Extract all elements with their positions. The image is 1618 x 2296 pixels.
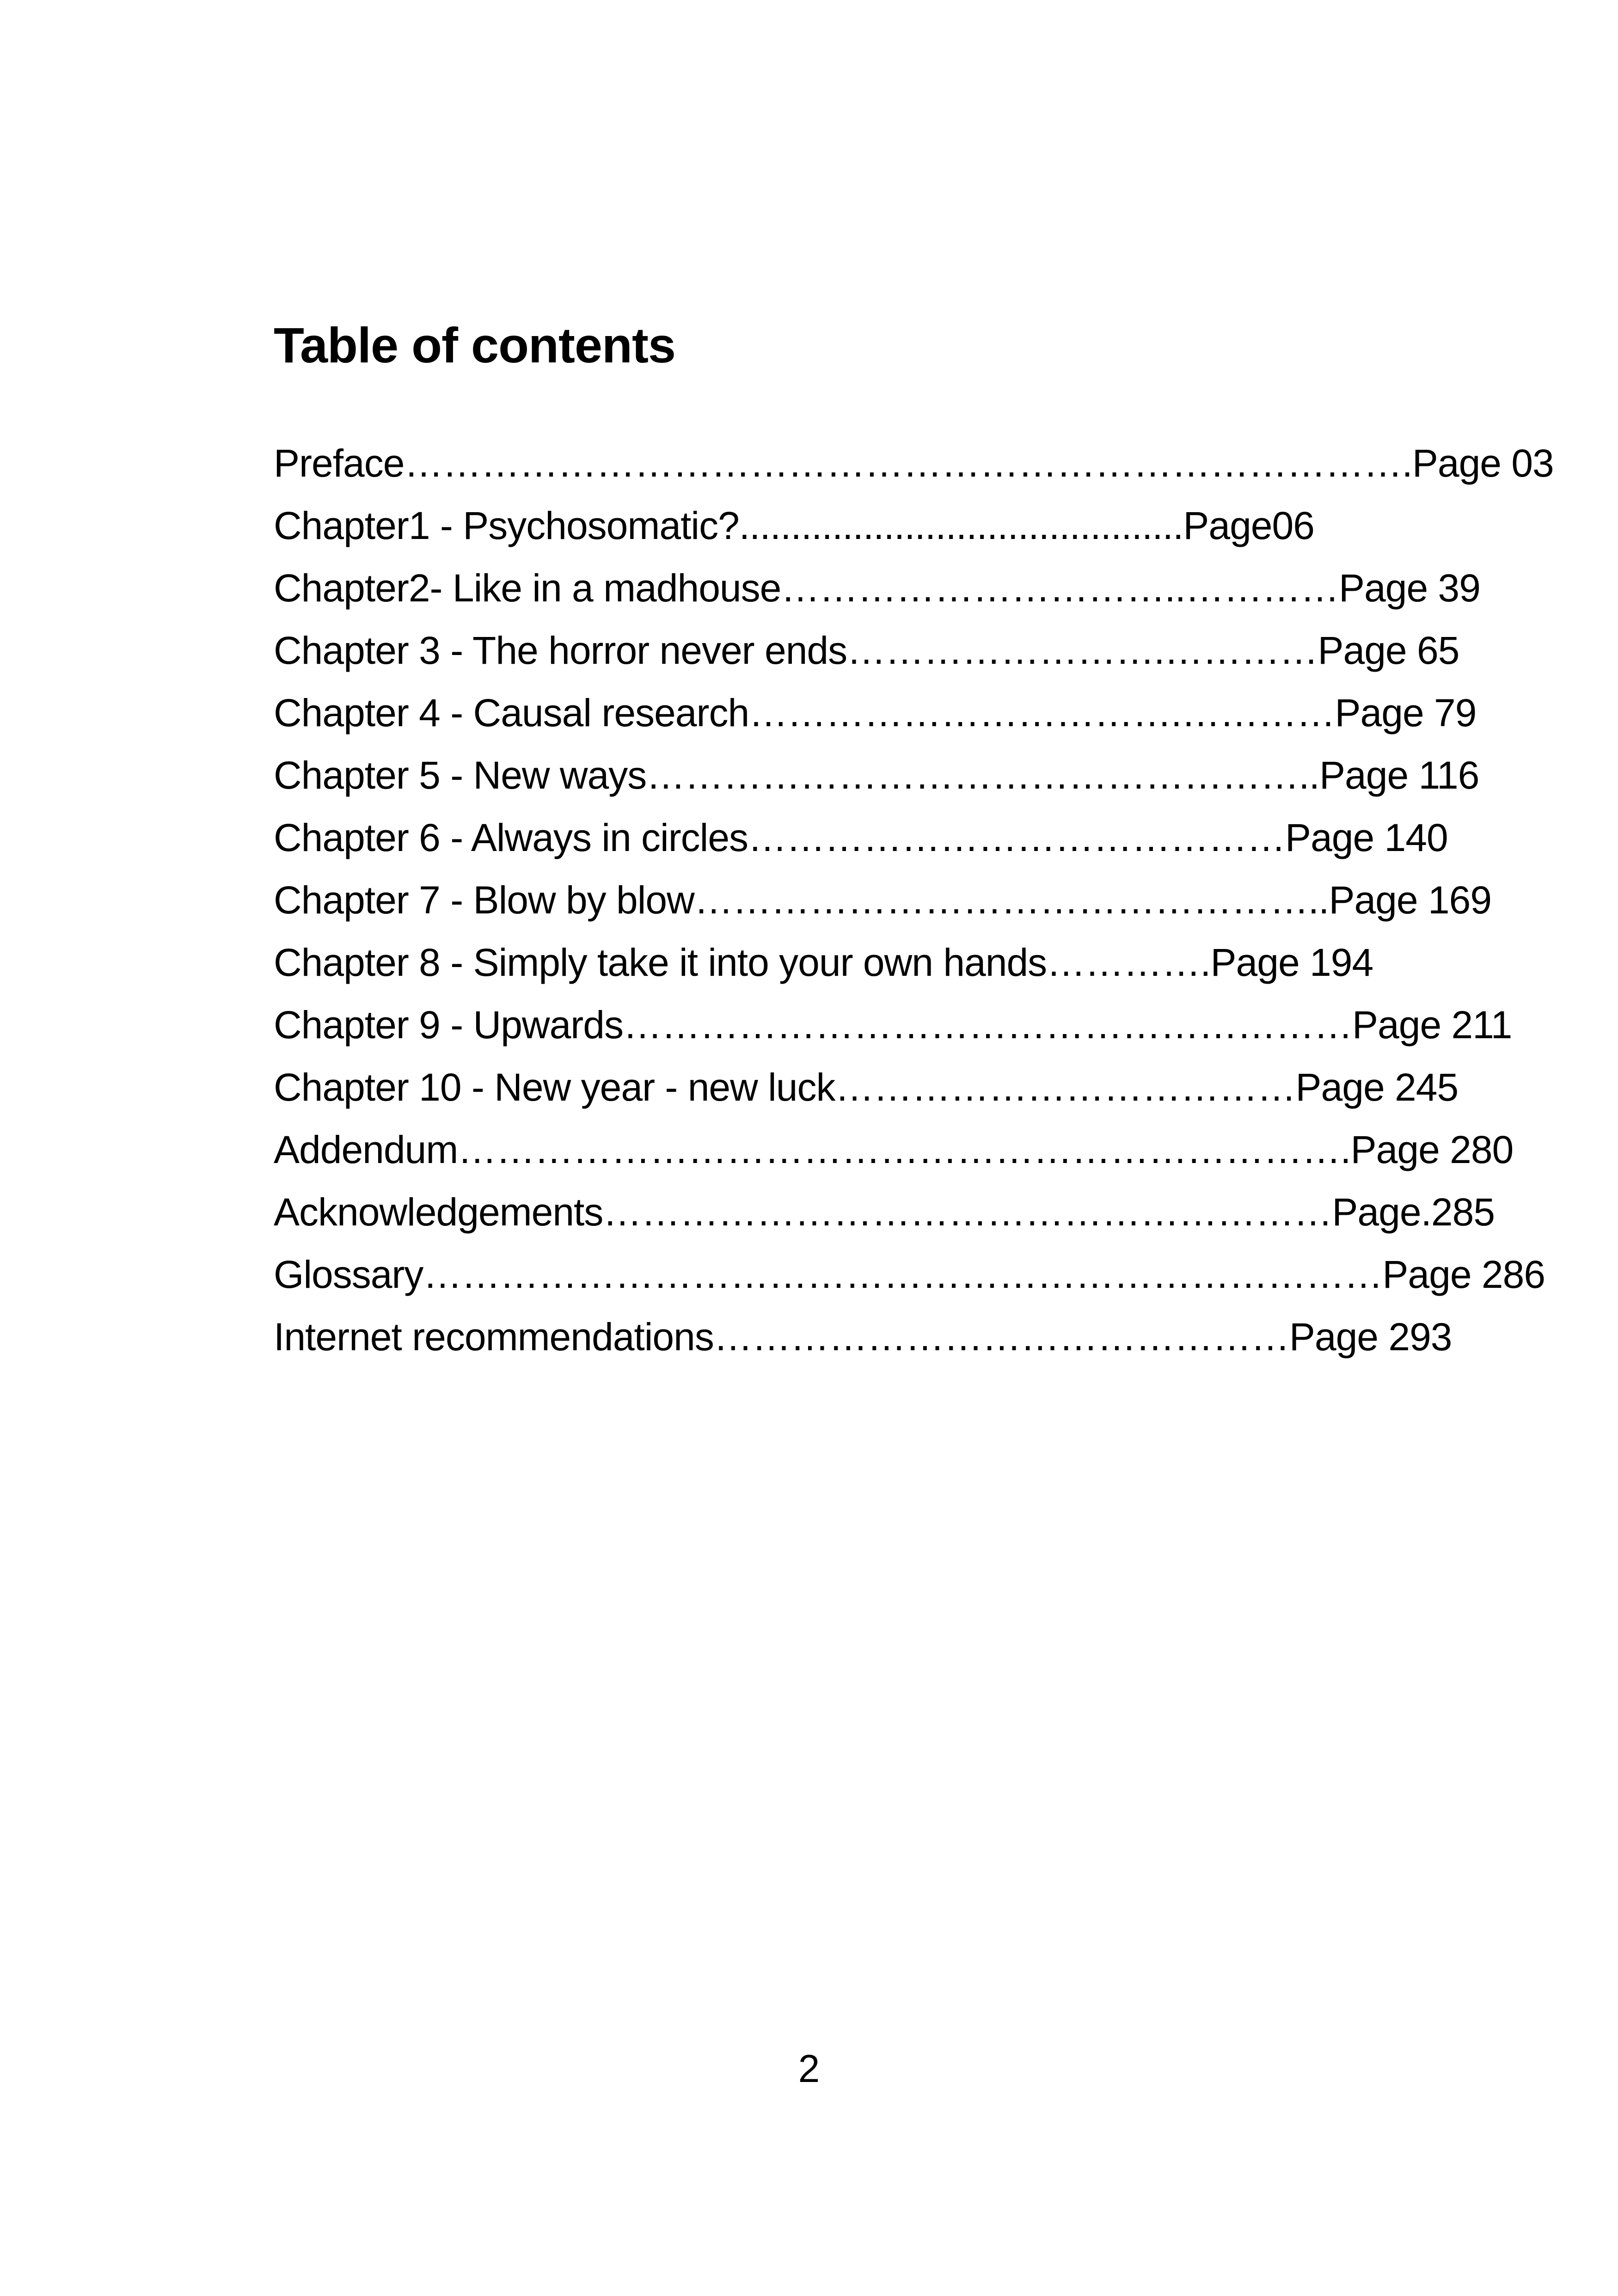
- toc-entry-chapter-7: Chapter 7 - Blow by blow…………………………………………..Page 169: [274, 878, 1492, 922]
- toc-entry-chapter-8: Chapter 8 - Simply take it into your own hands………….Page 194: [274, 941, 1373, 984]
- toc-entry-preface: Preface…………………………………………………………………….Page 03: [274, 441, 1554, 485]
- table-of-contents: [274, 432, 1554, 1368]
- toc-entry-chapter-2: Chapter2- Like in a madhouse…………………………..…………Page 39: [274, 566, 1480, 610]
- toc-entry-chapter-9: Chapter 9 - Upwards…………………………………………………Page 211: [274, 1003, 1512, 1047]
- page-number: 2: [798, 2047, 820, 2090]
- toc-entry-chapter-4: Chapter 4 - Causal research…………………………….…………Page 79: [274, 691, 1477, 735]
- toc-entry-acknowledgements: Acknowledgements…………………………………………………Page.285: [274, 1190, 1495, 1234]
- toc-entry-chapter-5: Chapter 5 - New ways……………………………………………..Page 116: [274, 753, 1479, 797]
- toc-entry-chapter-1: Chapter1 - Psychosomatic?...........................................Page06: [274, 504, 1314, 547]
- toc-entry-chapter-3: Chapter 3 - The horror never ends…………………….…………Page 65: [274, 629, 1459, 672]
- toc-entry-chapter-6: Chapter 6 - Always in circles……………………………………Page 140: [274, 816, 1448, 859]
- toc-entry-glossary: Glossary…………………………………………………………………Page 286: [274, 1253, 1545, 1296]
- toc-entry-chapter-10: Chapter 10 - New year - new luck………………………………Page 245: [274, 1065, 1459, 1109]
- page-title: Table of contents: [274, 317, 676, 373]
- toc-entry-internet-recommendations: Internet recommendations………………………………………Page 293: [274, 1315, 1452, 1359]
- toc-entry-addendum: Addendum…………………………………………………………….Page 280: [274, 1128, 1514, 1171]
